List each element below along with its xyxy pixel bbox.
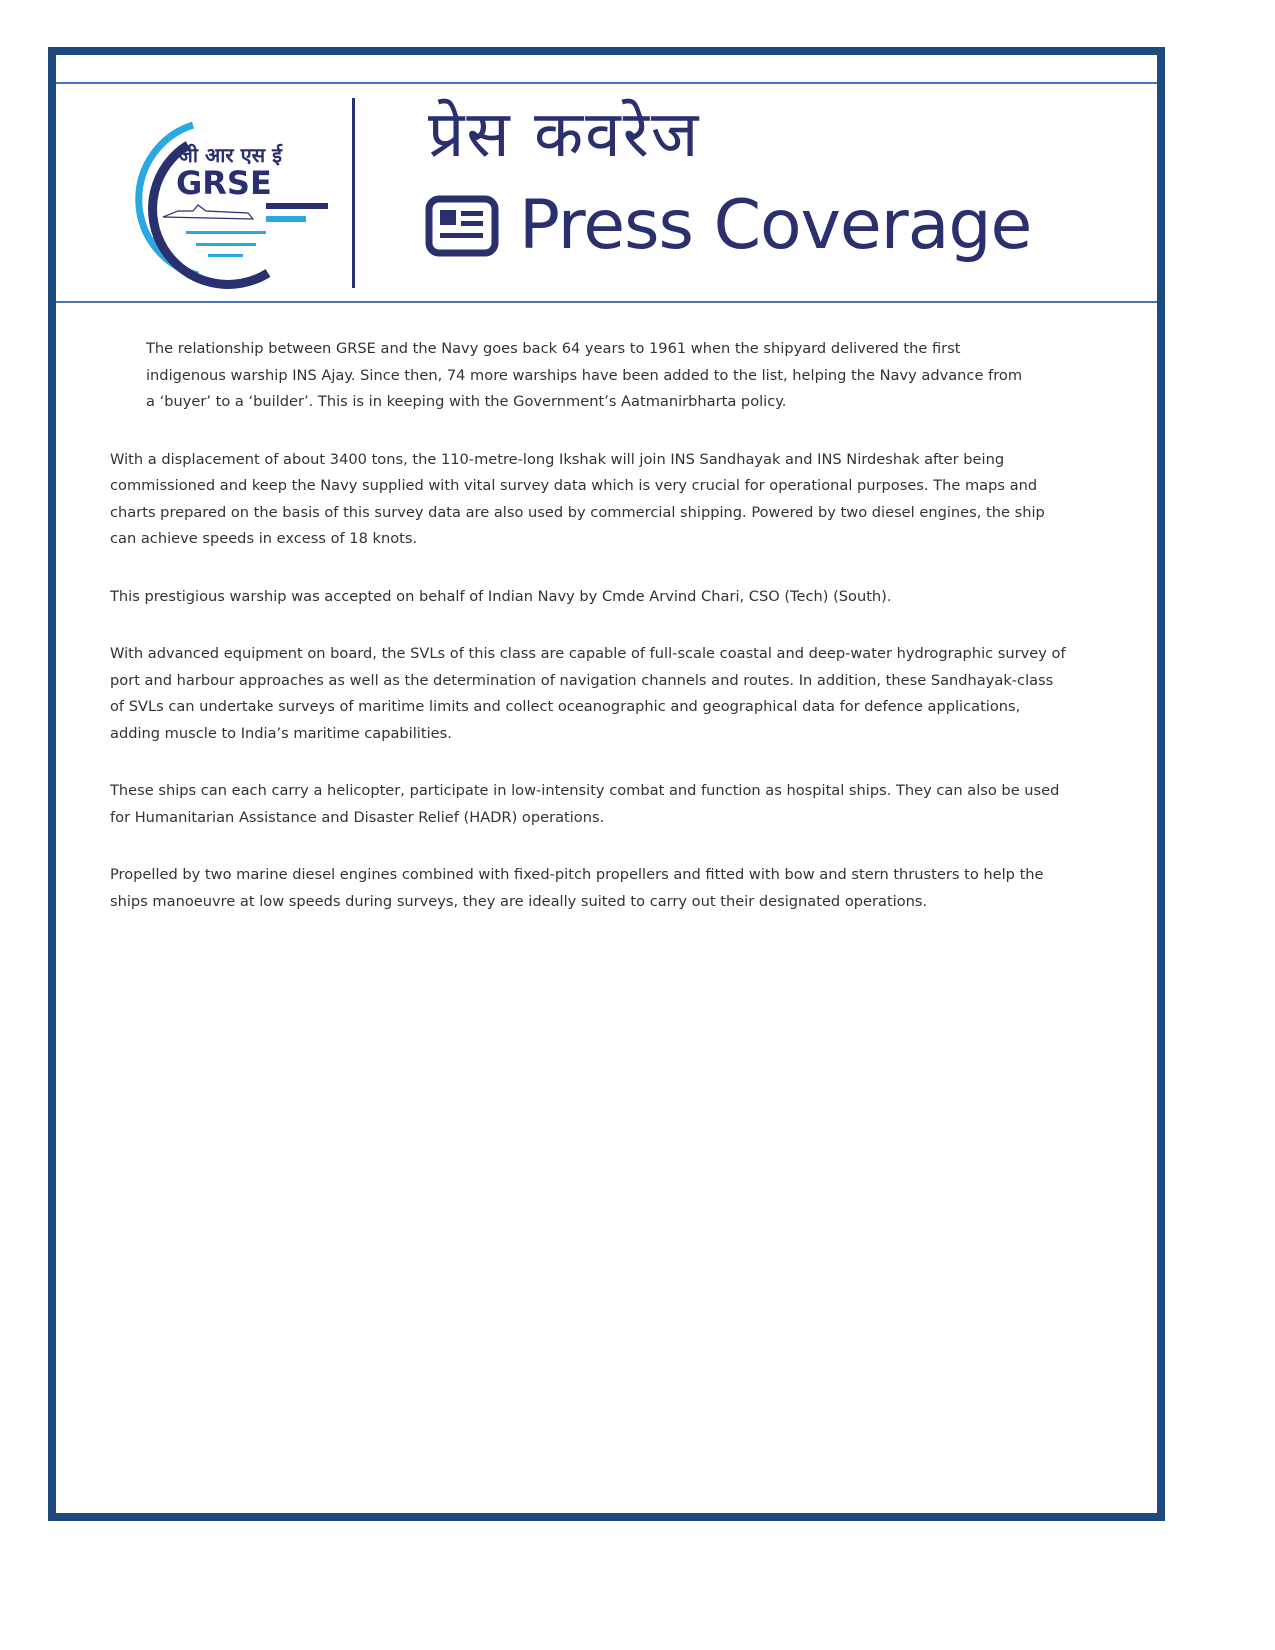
paragraph: With a displacement of about 3400 tons, the 110-metre-long Ikshak will join INS Sandhayak and INS Nirdeshak after being commissioned and keep the Navy supplied with vital survey data which is very crucial for operational purposes. The maps and charts prepared on the basis of this survey data are also used by commercial shipping. Powered by two diesel engines, the ship can achieve speeds in excess of 18 knots. <box>110 450 1045 547</box>
paragraph: Propelled by two marine diesel engines combined with fixed-pitch propellers and fitted with bow and stern thrusters to help the ships manoeuvre at low speeds during surveys, they are ideally suited to carry out their designated operations. <box>110 866 1044 910</box>
paragraph: This prestigious warship was accepted on behalf of Indian Navy by Cmde Arvind Chari, CSO (Tech) (South). <box>110 587 892 605</box>
grse-logo <box>118 95 333 290</box>
title-english: Press Coverage <box>519 186 1032 265</box>
title-english-row <box>425 186 1031 265</box>
header-bottom-rule <box>56 301 1157 303</box>
newspaper-icon <box>425 195 501 257</box>
paragraph: These ships can each carry a helicopter, participate in low-intensity combat and function as hospital ships. They can also be used for Humanitarian Assistance and Disaster Relief (HADR) operations. <box>110 782 1060 826</box>
paragraph: The relationship between GRSE and the Navy goes back 64 years to 1961 when the shipyard delivered the first indigenous warship INS Ajay. Since then, 74 more warships have been added to the list, helping the Navy advance from a ‘buyer’ to a ‘builder’. This is in keeping with the Government’s Aatmanirbharta policy. <box>146 340 1023 410</box>
logo-hindi-text: जी आर एस ई <box>178 143 282 167</box>
logo-text: GRSE <box>176 164 272 202</box>
article-body <box>110 336 1070 946</box>
header-divider <box>352 98 355 288</box>
header-top-rule <box>56 82 1157 84</box>
paragraph: With advanced equipment on board, the SVLs of this class are capable of full-scale coastal and deep-water hydrographic survey of port and harbour approaches as well as the determination of navigation channels and routes. In addition, these Sandhayak-class of SVLs can undertake surveys of maritime limits and collect oceanographic and geographical data for defence applications, adding muscle to India’s maritime capabilities. <box>110 645 1066 742</box>
title-hindi: प्रेस कवरेज <box>428 98 701 172</box>
